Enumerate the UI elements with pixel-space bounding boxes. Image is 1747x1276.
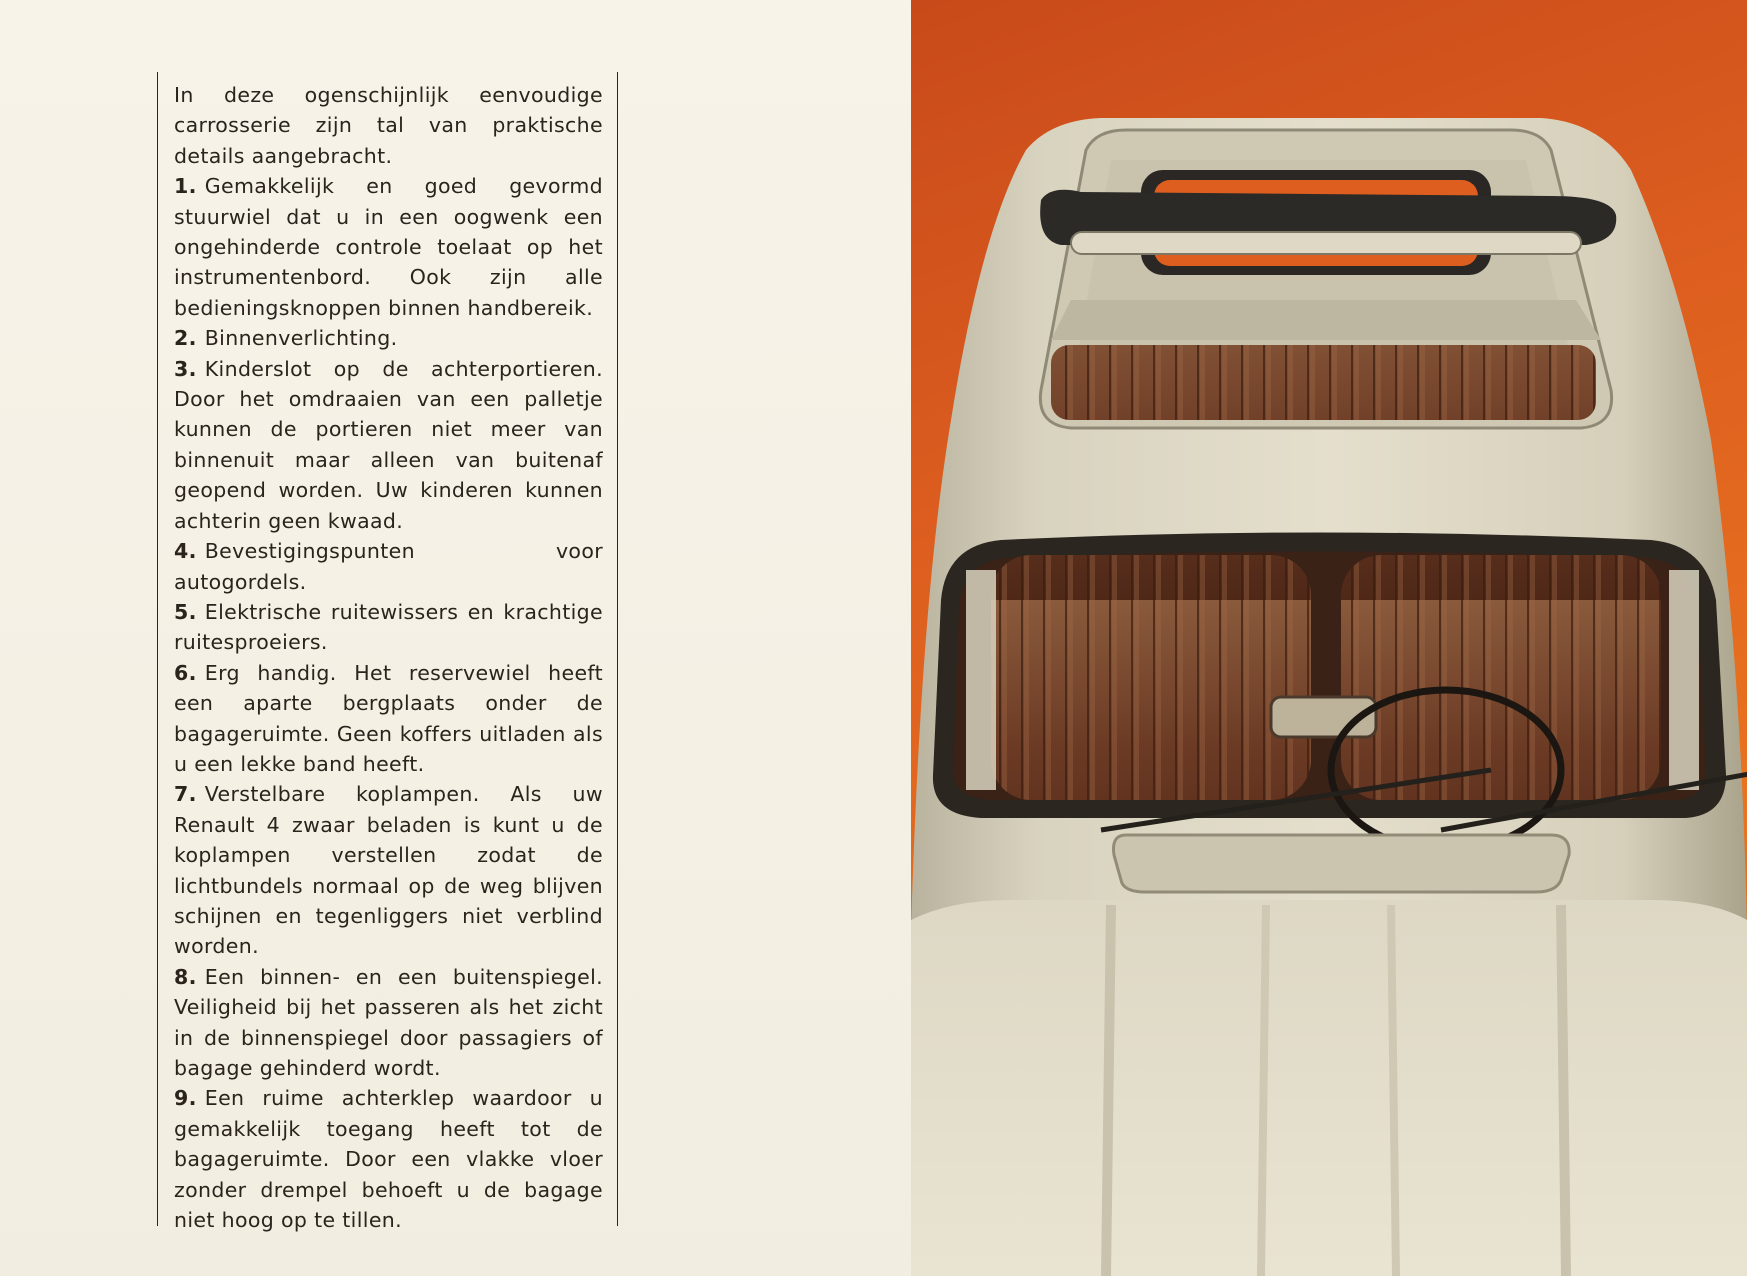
- feature-text-column: [157, 72, 618, 1233]
- feature-item-2: [174, 323, 603, 353]
- feature-item-8: [174, 962, 603, 1084]
- hood-rib-center-right: [1391, 905, 1396, 1276]
- feature-text: Verstelbare koplampen. Als uw Renault 4 zwaar beladen is kunt u de koplampen verstellen zodat de lichtbundels normaal op de weg blijven schijnen en tegenliggers niet verblind worden.: [174, 782, 603, 959]
- hood: [911, 900, 1747, 1276]
- feature-item-6: [174, 658, 603, 780]
- feature-text: Een binnen- en een buitenspiegel. Veiligheid bij het passeren als het zicht in de binnenspiegel door passagiers of bagage gehinderd wordt.: [174, 964, 603, 1080]
- feature-text: Bevestigingspunten voor autogordels.: [174, 539, 603, 594]
- feature-text: Kinderslot op de achterportieren. Door het omdraaien van een palletje kunnen de portieren niet meer van binnenuit maar alleen van buitenaf geopend worden. Uw kinderen kunnen achterin geen kwaad.: [174, 356, 603, 533]
- hood-rib-right: [1561, 905, 1566, 1276]
- front-seat-left: [991, 555, 1311, 800]
- car-illustration: [911, 0, 1747, 1276]
- roof-bow: [1071, 232, 1581, 254]
- intro-paragraph: In deze ogenschijnlijk eenvoudige carrosserie zijn tal van praktische details aangebracht.: [174, 83, 603, 168]
- feature-item-4: [174, 536, 603, 597]
- feature-number: 3.: [174, 356, 197, 381]
- front-seat-right: [1341, 555, 1661, 800]
- feature-text: Een ruime achterklep waardoor u gemakkelijk toegang heeft tot de bagageruimte. Door een vlakke vloer zonder drempel behoeft u de bagage niet hoog op te tillen.: [174, 1086, 603, 1233]
- car-photo: [911, 0, 1747, 1276]
- hood-rib-left: [1106, 905, 1111, 1276]
- feature-text: Erg handig. Het reservewiel heeft een aparte bergplaats onder de bagageruimte. Geen koffers uitladen als u een lekke band heeft.: [174, 660, 603, 776]
- feature-number: 7.: [174, 782, 197, 807]
- feature-text: Elektrische ruitewissers en krachtige ruitesproeiers.: [174, 599, 603, 655]
- feature-item-1: [174, 171, 603, 323]
- feature-number: 5.: [174, 599, 197, 624]
- feature-number: 4.: [174, 539, 197, 564]
- feature-item-9: [174, 1083, 603, 1235]
- feature-text: Binnenverlichting.: [204, 326, 398, 351]
- feature-number: 2.: [174, 326, 197, 351]
- rear-seat: [1051, 345, 1596, 420]
- feature-item-5: [174, 597, 603, 658]
- feature-number: 1.: [174, 174, 197, 199]
- cowl-vent: [1114, 835, 1570, 892]
- feature-item-7: [174, 779, 603, 961]
- rear-shelf: [1051, 300, 1601, 340]
- feature-number: 8.: [174, 964, 197, 989]
- feature-number: 6.: [174, 660, 197, 685]
- feature-text: Gemakkelijk en goed gevormd stuurwiel dat u in een oogwenk een ongehinderde controle toelaat op het instrumentenbord. Ook zijn alle bedieningsknoppen binnen handbereik.: [174, 174, 603, 320]
- hood-rib-center-left: [1261, 905, 1266, 1276]
- feature-item-3: [174, 354, 603, 536]
- feature-number: 9.: [174, 1086, 197, 1111]
